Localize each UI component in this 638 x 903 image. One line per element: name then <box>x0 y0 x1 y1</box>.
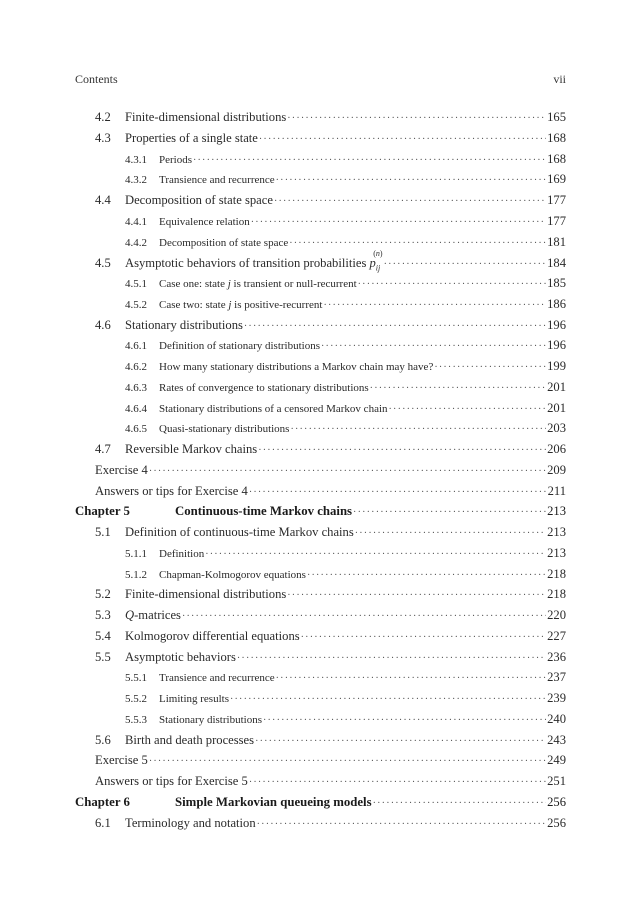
toc-entry-5.4[interactable] <box>75 629 566 650</box>
dot-leader <box>149 756 546 767</box>
toc-entry-4.6.3[interactable] <box>75 380 566 401</box>
toc-entry-page: 196 <box>547 338 566 353</box>
toc-entry-title: Answers or tips for Exercise 5 <box>95 774 248 788</box>
toc-entry-page: 213 <box>547 545 566 560</box>
toc-entry-page: 168 <box>547 151 566 166</box>
dot-leader <box>263 715 546 726</box>
toc-entry-title: Exercise 4 <box>95 462 148 477</box>
toc-entry-page: 236 <box>547 649 566 664</box>
toc-entry-4.5[interactable] <box>75 249 566 276</box>
toc-entry-number: Chapter 5 <box>75 504 130 519</box>
toc-entry-5.5.3[interactable] <box>75 712 566 733</box>
toc-entry-page: 201 <box>547 400 566 415</box>
toc-entry-title: Birth and death processes <box>125 732 255 747</box>
toc-entry-page: 213 <box>547 504 566 519</box>
toc-entry-5.5.1[interactable] <box>75 670 566 691</box>
dot-leader <box>370 383 546 394</box>
toc-entry-4.5.1[interactable] <box>75 276 566 297</box>
toc-entry-page: 206 <box>547 442 566 456</box>
toc-entry-page: 184 <box>547 256 566 271</box>
dot-leader <box>434 362 546 373</box>
dot-leader <box>276 175 546 186</box>
toc-entry-page: 185 <box>547 276 566 290</box>
dot-leader <box>193 155 546 166</box>
toc-entry-4.6.1[interactable] <box>75 338 566 359</box>
toc-entry-title: Finite-dimensional distributions <box>125 587 287 602</box>
toc-entry-page: 181 <box>547 234 566 249</box>
toc-entry-title: Stationary distributions <box>159 713 262 726</box>
toc-entry-exercise-4[interactable] <box>75 463 566 484</box>
toc-entry-title: Asymptotic behaviors of transition probabilities $p_{ij}^{(n)}$ <box>125 249 383 273</box>
toc-entry-title: Terminology and notation <box>125 815 256 830</box>
toc-entry-number: 4.3.2 <box>125 174 147 187</box>
toc-entry-4.3.2[interactable] <box>75 172 566 193</box>
dot-leader <box>205 549 546 560</box>
toc-entry-number: 5.3 <box>95 608 111 622</box>
toc-entry-title: Definition <box>159 547 205 560</box>
toc-entry-title: Quasi-stationary distributions <box>159 423 290 436</box>
dot-leader <box>373 798 547 809</box>
dot-leader <box>230 694 546 705</box>
toc-entry-answers-or-tips-for-exercise-5[interactable] <box>75 774 566 795</box>
toc-entry-4.6.5[interactable] <box>75 421 566 442</box>
toc-entry-number: 5.5 <box>95 649 111 664</box>
dot-leader <box>259 134 546 145</box>
toc-entry-page: 201 <box>547 379 566 394</box>
toc-entry-title: Rates of convergence to stationary distributions <box>159 381 369 394</box>
dot-leader <box>358 279 546 290</box>
running-header <box>75 72 566 87</box>
toc-entry-number: 4.2 <box>95 110 111 124</box>
dot-leader <box>384 259 547 270</box>
dot-leader <box>307 570 546 581</box>
toc-entry-4.4.1[interactable] <box>75 214 566 235</box>
toc-entry-5.6[interactable] <box>75 733 566 754</box>
toc-entry-title: Chapman-Kolmogorov equations <box>159 568 306 581</box>
toc-entry-6.1[interactable] <box>75 816 566 837</box>
toc-entry-title: Reversible Markov chains <box>125 442 258 456</box>
toc-entry-page: 213 <box>547 525 566 539</box>
toc-entry-5.2[interactable] <box>75 587 566 608</box>
toc-entry-page: 218 <box>547 587 566 602</box>
toc-entry-page: 249 <box>547 753 566 768</box>
toc-entry-5.1.1[interactable] <box>75 546 566 567</box>
toc-entry-number: 4.6.4 <box>125 402 147 415</box>
dot-leader <box>301 632 546 643</box>
toc-entry-title: Transience and recurrence <box>159 672 275 685</box>
toc-entry-number: 4.6.1 <box>125 340 147 353</box>
toc-entry-page: 237 <box>547 670 566 685</box>
toc-entry-number: 5.1 <box>95 525 111 539</box>
toc-entry-title: How many stationary distributions a Markov chain may have? <box>159 361 434 373</box>
toc-entry-page: 177 <box>547 193 566 207</box>
toc-entry-title: Stationary distributions <box>125 317 243 332</box>
toc-entry-title: Q-matrices <box>125 608 181 622</box>
toc-entry-4.6.2[interactable] <box>75 359 566 380</box>
toc-entry-page: 211 <box>547 483 566 498</box>
toc-entry-number: 4.6.2 <box>125 361 147 373</box>
toc-entry-title: Asymptotic behaviors <box>125 649 236 664</box>
toc-entry-4.3.1[interactable] <box>75 152 566 173</box>
toc-entry-chapter-6[interactable] <box>75 795 566 816</box>
dot-leader <box>287 590 546 601</box>
dot-leader <box>321 341 546 352</box>
toc-entry-page: 196 <box>547 317 566 332</box>
toc-entry-number: 5.4 <box>95 628 111 643</box>
toc-entry-number: 5.5.3 <box>125 713 147 726</box>
toc-entry-number: Chapter 6 <box>75 794 130 809</box>
toc-entry-number: 4.6.3 <box>125 381 147 394</box>
toc-entry-title: Case two: state j is positive-recurrent <box>159 298 323 311</box>
dot-leader <box>258 445 546 456</box>
toc-entry-number: 5.5.1 <box>125 672 147 685</box>
toc-entry-title: Equivalence relation <box>159 215 250 228</box>
dot-leader <box>323 300 546 311</box>
dot-leader <box>255 736 546 747</box>
toc-entry-page: 256 <box>547 794 566 809</box>
toc-entry-5.5.2[interactable] <box>75 691 566 712</box>
toc-entry-title: Case one: state j is transient or null-recurrent <box>159 278 357 290</box>
toc-entry-number: 5.6 <box>95 732 111 747</box>
dot-leader <box>249 777 546 788</box>
dot-leader <box>251 217 546 228</box>
toc-entry-title: Definition of stationary distributions <box>159 340 321 353</box>
toc-entry-title: Decomposition of state space <box>159 236 289 249</box>
dot-leader <box>389 404 547 415</box>
toc-entry-page: 199 <box>547 359 566 373</box>
toc-entry-5.1[interactable] <box>75 525 566 546</box>
dot-leader <box>149 466 546 477</box>
running-header-title: Contents <box>75 72 118 86</box>
toc-entry-page: 227 <box>547 628 566 643</box>
toc-entry-number: 4.6.5 <box>125 423 147 436</box>
toc-entry-title: Simple Markovian queueing models <box>175 794 372 809</box>
toc-entry-number: 4.6 <box>95 317 111 332</box>
toc-entry-title: Limiting results <box>159 693 229 705</box>
toc-entry-title: Stationary distributions of a censored Markov chain <box>159 402 388 415</box>
dot-leader <box>257 819 546 830</box>
toc-entry-chapter-5[interactable] <box>75 504 566 525</box>
toc-entry-page: 165 <box>547 110 566 124</box>
toc-entry-4.6.4[interactable] <box>75 401 566 422</box>
toc-entry-number: 4.4.2 <box>125 236 147 249</box>
toc-entry-title: Kolmogorov differential equations <box>125 628 300 643</box>
toc-entry-4.5.2[interactable] <box>75 297 566 318</box>
toc-entry-title: Exercise 5 <box>95 753 148 768</box>
toc-entry-answers-or-tips-for-exercise-4[interactable] <box>75 484 566 505</box>
toc-entry-5.3[interactable] <box>75 608 566 629</box>
toc-entry-4.7[interactable] <box>75 442 566 463</box>
toc-entry-page: 243 <box>547 732 566 747</box>
toc-entry-title: Continuous-time Markov chains <box>175 504 353 519</box>
dot-leader <box>290 424 546 435</box>
toc-entry-number: 4.5.1 <box>125 278 147 290</box>
dot-leader <box>182 611 546 622</box>
toc-entry-title: Decomposition of state space <box>125 193 273 207</box>
toc-entry-title: Answers or tips for Exercise 4 <box>95 483 248 498</box>
toc-entry-page: 218 <box>547 566 566 581</box>
toc-entry-number: 4.5.2 <box>125 298 147 311</box>
dot-leader <box>353 507 546 518</box>
toc-entry-page: 177 <box>547 213 566 228</box>
toc-entry-number: 5.2 <box>95 587 111 602</box>
dot-leader <box>274 196 546 207</box>
toc-entry-title: Transience and recurrence <box>159 174 275 187</box>
toc-entry-page: 220 <box>547 608 566 622</box>
toc-entry-page: 209 <box>547 462 566 477</box>
toc-entry-title: Finite-dimensional distributions <box>125 110 287 124</box>
toc-entry-number: 5.1.2 <box>125 568 147 581</box>
table-of-contents <box>75 110 566 836</box>
toc-entry-number: 4.3 <box>95 130 111 145</box>
toc-entry-4.4.2[interactable] <box>75 235 566 256</box>
toc-entry-number: 4.5 <box>95 256 111 271</box>
dot-leader <box>244 321 546 332</box>
toc-entry-number: 4.3.1 <box>125 153 147 166</box>
toc-entry-number: 5.1.1 <box>125 547 147 560</box>
dot-leader <box>276 673 546 684</box>
toc-entry-5.5[interactable] <box>75 650 566 671</box>
toc-entry-number: 4.4.1 <box>125 215 147 228</box>
dot-leader <box>287 113 546 124</box>
toc-entry-number: 4.7 <box>95 442 111 456</box>
toc-entry-page: 256 <box>547 815 566 830</box>
toc-entry-title: Definition of continuous-time Markov chains <box>125 525 354 539</box>
toc-entry-4.3[interactable] <box>75 131 566 152</box>
toc-entry-title: Properties of a single state <box>125 130 258 145</box>
toc-entry-exercise-5[interactable] <box>75 753 566 774</box>
page-number-roman: vii <box>553 72 566 86</box>
dot-leader <box>289 238 546 249</box>
toc-entry-4.6[interactable] <box>75 318 566 339</box>
toc-entry-page: 240 <box>547 711 566 726</box>
dot-leader <box>249 487 547 498</box>
toc-entry-4.4[interactable] <box>75 193 566 214</box>
toc-entry-number: 5.5.2 <box>125 693 147 705</box>
toc-entry-page: 251 <box>547 774 566 788</box>
toc-entry-title: Periods <box>159 153 192 166</box>
toc-entry-number: 6.1 <box>95 815 111 830</box>
toc-entry-page: 168 <box>547 130 566 145</box>
toc-entry-page: 203 <box>547 421 566 436</box>
toc-entry-page: 239 <box>547 691 566 705</box>
dot-leader <box>355 528 546 539</box>
dot-leader <box>237 653 546 664</box>
toc-entry-number: 4.4 <box>95 193 111 207</box>
toc-entry-4.2[interactable] <box>75 110 566 131</box>
toc-entry-page: 169 <box>547 172 566 187</box>
toc-entry-5.1.2[interactable] <box>75 567 566 588</box>
toc-entry-page: 186 <box>547 296 566 311</box>
